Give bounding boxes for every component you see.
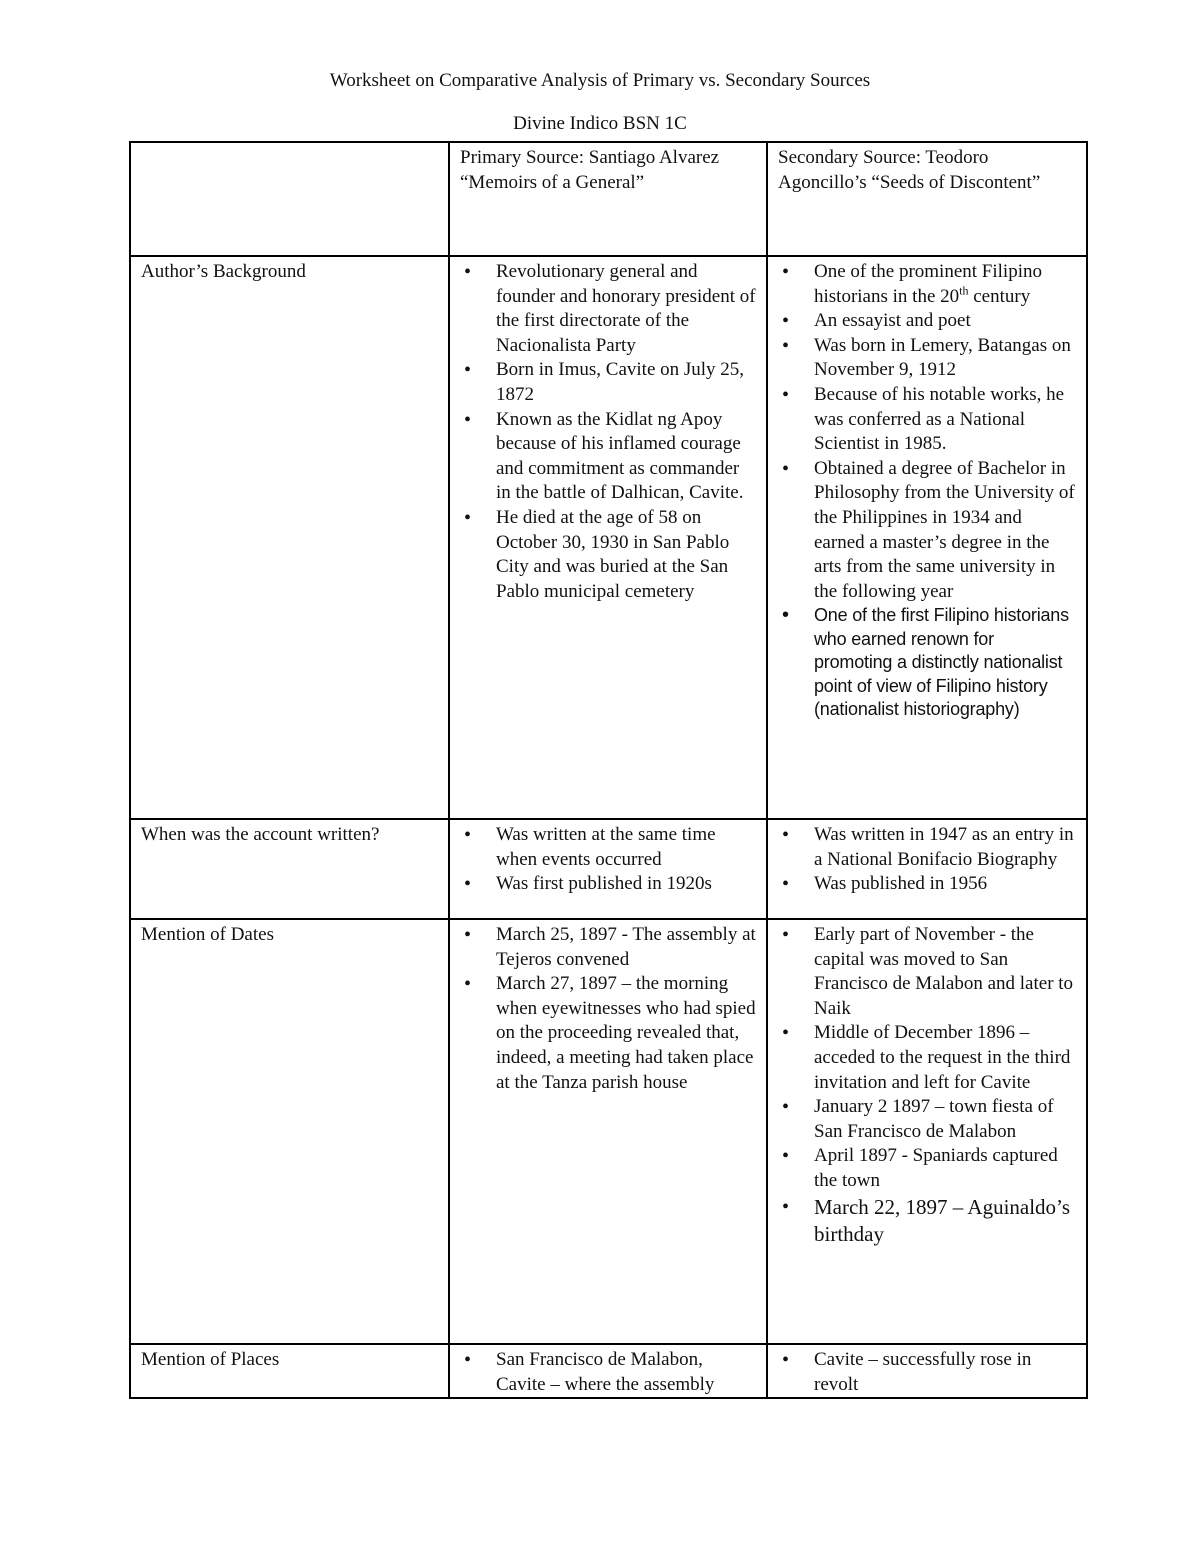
row-label: Mention of Dates — [130, 919, 449, 1344]
bullet-list — [778, 823, 1076, 897]
secondary-cell — [767, 1344, 1087, 1398]
primary-cell — [449, 919, 767, 1344]
secondary-cell — [767, 256, 1087, 819]
comparison-table — [129, 141, 1088, 1399]
list-item: • March 22, 1897 – Aguinaldo’s birthday — [778, 1194, 1076, 1248]
bullet-list — [778, 923, 1076, 1248]
list-item: • Was written at the same time when events occurred — [460, 823, 756, 872]
list-item: • One of the first Filipino historians who earned renown for promoting a distinctly nationalist point of view of Filipino history (nationalist historiography) — [778, 604, 1076, 722]
document-title: Worksheet on Comparative Analysis of Primary vs. Secondary Sources — [329, 70, 871, 91]
bullet-list — [778, 260, 1076, 722]
bullet-list — [778, 1348, 1076, 1397]
list-item: • January 2 1897 – town fiesta of San Francisco de Malabon — [778, 1095, 1076, 1144]
bullet-list — [460, 923, 756, 1095]
table-row-when-written — [130, 819, 1087, 919]
list-item: • He died at the age of 58 on October 30, 1930 in San Pablo City and was buried at the San Pablo municipal cemetery — [460, 506, 756, 604]
header-secondary-source: Secondary Source: Teodoro Agoncillo’s “Seeds of Discontent” — [767, 142, 1087, 256]
list-item: • Was written in 1947 as an entry in a National Bonifacio Biography — [778, 823, 1076, 872]
list-item: • Cavite – successfully rose in revolt — [778, 1348, 1076, 1397]
bullet-list — [460, 823, 756, 897]
list-item: • Revolutionary general and founder and honorary president of the first directorate of the Nacionalista Party — [460, 260, 756, 358]
list-item: • Middle of December 1896 – acceded to the request in the third invitation and left for Cavite — [778, 1021, 1076, 1095]
list-item: • Known as the Kidlat ng Apoy because of his inflamed courage and commitment as commander in the battle of Dalhican, Cavite. — [460, 408, 756, 506]
list-item: • Early part of November - the capital was moved to San Francisco de Malabon and later to Naik — [778, 923, 1076, 1021]
list-item: • An essayist and poet — [778, 309, 1076, 334]
list-item: • Was published in 1956 — [778, 872, 1076, 897]
primary-cell — [449, 819, 767, 919]
row-label: Mention of Places — [130, 1344, 449, 1398]
author-line: Divine Indico BSN 1C — [513, 113, 687, 134]
table-row-mention-of-places — [130, 1344, 1087, 1398]
list-item: • Obtained a degree of Bachelor in Philosophy from the University of the Philippines in 1934 and earned a master’s degree in the arts from the same university in the following year — [778, 457, 1076, 605]
list-item — [778, 260, 1076, 309]
list-item: • San Francisco de Malabon, Cavite – where the assembly — [460, 1348, 756, 1397]
list-item: • Was born in Lemery, Batangas on November 9, 1912 — [778, 334, 1076, 383]
list-item-text: One of the prominent Filipino historians in the 20 — [814, 261, 1042, 307]
list-item: • Because of his notable works, he was conferred as a National Scientist in 1985. — [778, 383, 1076, 457]
list-item: • April 1897 - Spaniards captured the town — [778, 1144, 1076, 1193]
table-row-mention-of-dates — [130, 919, 1087, 1344]
row-label: Author’s Background — [130, 256, 449, 819]
row-label: When was the account written? — [130, 819, 449, 919]
bullet-list — [460, 260, 756, 604]
bullet-list — [460, 1348, 756, 1397]
header-primary-source: Primary Source: Santiago Alvarez “Memoirs of a General” — [449, 142, 767, 256]
superscript-text: th — [959, 283, 969, 298]
list-item: • Born in Imus, Cavite on July 25, 1872 — [460, 358, 756, 407]
secondary-cell — [767, 819, 1087, 919]
primary-cell — [449, 1344, 767, 1398]
primary-cell — [449, 256, 767, 819]
list-item: • Was first published in 1920s — [460, 872, 756, 897]
list-item: • March 27, 1897 – the morning when eyewitnesses who had spied on the proceeding revealed that, indeed, a meeting had taken place at the Tanza parish house — [460, 972, 756, 1095]
table-header-row — [130, 142, 1087, 256]
list-item: • March 25, 1897 - The assembly at Tejeros convened — [460, 923, 756, 972]
secondary-cell — [767, 919, 1087, 1344]
list-item-text: century — [968, 285, 1031, 307]
table-row-author-background — [130, 256, 1087, 819]
header-criteria-cell — [130, 142, 449, 256]
